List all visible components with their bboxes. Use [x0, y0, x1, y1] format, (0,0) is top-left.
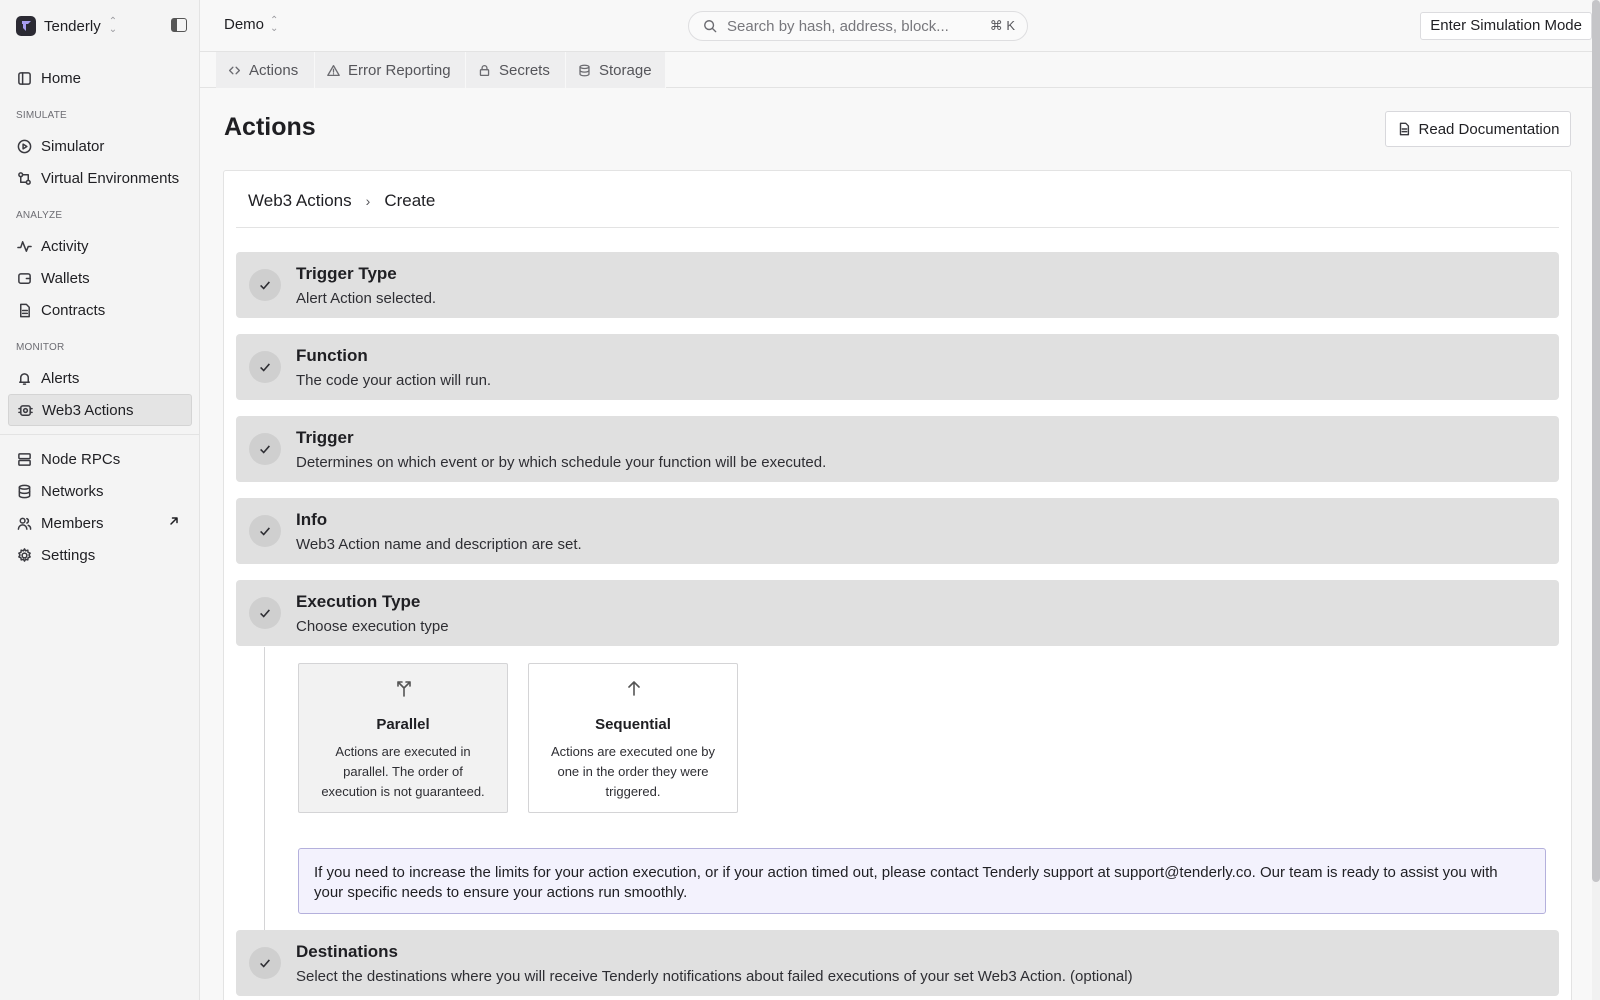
sidebar-item-label: Contracts — [41, 301, 106, 319]
breadcrumb-parent[interactable]: Web3 Actions — [248, 191, 352, 210]
create-action-panel — [223, 170, 1572, 1000]
section-simulate: SIMULATE — [16, 110, 67, 121]
search-bar[interactable] — [688, 11, 1028, 41]
sidebar-item-web3-actions[interactable] — [8, 394, 192, 426]
sidebar-item-label: Networks — [41, 482, 104, 500]
step-description: Alert Action selected. — [296, 290, 437, 307]
document-icon — [1397, 122, 1411, 136]
users-icon — [17, 516, 32, 531]
execution-option-sequential[interactable] — [528, 663, 738, 813]
sidebar-item-simulator[interactable] — [8, 130, 192, 162]
execution-limits-info: If you need to increase the limits for your action execution, or if your action timed out, please contact Tenderly support at support@tenderly.co. Our team is ready to assist you with your specific needs to ensure your actions run smoothly. — [298, 848, 1546, 914]
sidebar-divider — [0, 434, 199, 435]
step-info[interactable] — [236, 498, 1559, 564]
sidebar-item-label: Virtual Environments — [41, 169, 180, 187]
sidebar-toggle-icon[interactable] — [171, 18, 187, 32]
sidebar-item-label: Wallets — [41, 269, 90, 287]
warning-icon — [327, 64, 340, 77]
sidebar-item-members[interactable] — [8, 507, 192, 539]
chip-icon — [18, 403, 33, 418]
home-icon — [17, 71, 32, 86]
sidebar-item-label: Members — [41, 514, 104, 532]
wallet-icon — [17, 271, 32, 286]
option-title: Parallel — [376, 716, 430, 733]
section-analyze: ANALYZE — [16, 210, 63, 221]
divider — [236, 227, 1559, 228]
enter-simulation-mode-button[interactable]: Enter Simulation Mode — [1420, 12, 1592, 40]
sidebar-item-contracts[interactable] — [8, 294, 192, 326]
step-title: Function — [296, 346, 368, 365]
sidebar — [0, 0, 200, 1000]
search-icon — [703, 19, 717, 33]
tab-actions[interactable] — [216, 52, 315, 88]
activity-icon — [17, 239, 32, 254]
step-description: The code your action will run. — [296, 372, 492, 389]
sidebar-item-settings[interactable] — [8, 539, 192, 571]
option-title: Sequential — [595, 716, 671, 733]
check-icon — [249, 597, 281, 629]
step-description: Determines on which event or by which schedule your function will be executed. — [296, 454, 827, 471]
step-destinations[interactable] — [236, 930, 1559, 996]
step-trigger[interactable] — [236, 416, 1559, 482]
tab-label: Error Reporting — [348, 61, 451, 79]
branch-icon — [17, 171, 32, 186]
tab-label: Storage — [599, 61, 652, 79]
server-icon — [17, 452, 32, 467]
chevron-updown-icon: ⌃ ⌄ — [270, 14, 279, 34]
sidebar-item-home[interactable] — [8, 62, 192, 94]
check-icon — [249, 433, 281, 465]
sidebar-item-alerts[interactable] — [8, 362, 192, 394]
sidebar-item-label: Node RPCs — [41, 450, 121, 468]
sidebar-item-node-rpcs[interactable] — [8, 443, 192, 475]
sidebar-item-label: Alerts — [41, 369, 80, 387]
sidebar-item-virtual-environments[interactable] — [8, 162, 192, 194]
project-name: Demo — [224, 16, 265, 33]
sidebar-item-label: Web3 Actions — [42, 401, 134, 419]
workspace-switcher[interactable] — [16, 14, 117, 38]
step-title: Destinations — [296, 942, 399, 961]
sidebar-item-label: Simulator — [41, 137, 105, 155]
check-icon — [249, 947, 281, 979]
check-icon — [249, 269, 281, 301]
breadcrumb-current: Create — [384, 191, 436, 210]
step-title: Info — [296, 510, 328, 529]
read-documentation-button[interactable] — [1385, 111, 1571, 147]
sidebar-item-wallets[interactable] — [8, 262, 192, 294]
check-icon — [249, 515, 281, 547]
step-trigger-type[interactable] — [236, 252, 1559, 318]
check-icon — [249, 351, 281, 383]
play-circle-icon — [17, 139, 32, 154]
step-title: Trigger Type — [296, 264, 397, 283]
workspace-name: Tenderly — [44, 17, 101, 35]
step-function[interactable] — [236, 334, 1559, 400]
tab-storage[interactable] — [566, 52, 666, 88]
top-bar — [200, 0, 1592, 52]
tab-bar — [200, 52, 1592, 88]
gear-icon — [17, 548, 32, 563]
search-shortcut: ⌘ K — [989, 18, 1015, 33]
sidebar-item-activity[interactable] — [8, 230, 192, 262]
code-icon — [228, 64, 241, 77]
chevron-right-icon: › — [365, 193, 371, 209]
lock-icon — [478, 64, 491, 77]
step-execution-type[interactable] — [236, 580, 1559, 646]
read-documentation-label: Read Documentation — [1418, 120, 1560, 138]
tenderly-logo-icon — [16, 16, 36, 36]
arrow-up-icon — [624, 678, 644, 698]
step-title: Trigger — [296, 428, 354, 447]
tab-label: Actions — [249, 61, 299, 79]
database-icon — [17, 484, 32, 499]
database-icon — [578, 64, 591, 77]
step-description: Choose execution type — [296, 618, 449, 635]
breadcrumb — [248, 191, 435, 211]
step-description: Web3 Action name and description are set. — [296, 536, 582, 553]
step-title: Execution Type — [296, 592, 421, 611]
document-icon — [17, 303, 32, 318]
sidebar-item-label: Settings — [41, 546, 96, 564]
bell-icon — [17, 371, 32, 386]
sidebar-item-networks[interactable] — [8, 475, 192, 507]
page-title: Actions — [224, 113, 316, 141]
external-link-icon — [168, 515, 180, 527]
split-arrows-icon — [394, 678, 414, 698]
step-connector-line — [264, 647, 265, 937]
option-description: Actions are executed in parallel. The order of execution is not guaranteed. — [321, 744, 485, 799]
option-description: Actions are executed one by one in the order they were triggered. — [550, 744, 716, 799]
scrollbar-thumb[interactable] — [1592, 0, 1600, 882]
project-switcher[interactable] — [224, 16, 278, 33]
sidebar-item-label: Home — [41, 69, 82, 87]
search-input[interactable] — [727, 18, 977, 35]
tab-label: Secrets — [499, 61, 550, 79]
tab-error-reporting[interactable] — [315, 52, 466, 88]
step-description: Select the destinations where you will receive Tenderly notifications about failed executions of your set Web3 Action. (optional) — [296, 968, 1133, 985]
section-monitor: MONITOR — [16, 342, 65, 353]
chevron-updown-icon: ⌃ ⌄ — [108, 16, 118, 35]
tab-secrets[interactable] — [466, 52, 566, 88]
sidebar-item-label: Activity — [41, 237, 89, 255]
execution-option-parallel[interactable] — [298, 663, 508, 813]
